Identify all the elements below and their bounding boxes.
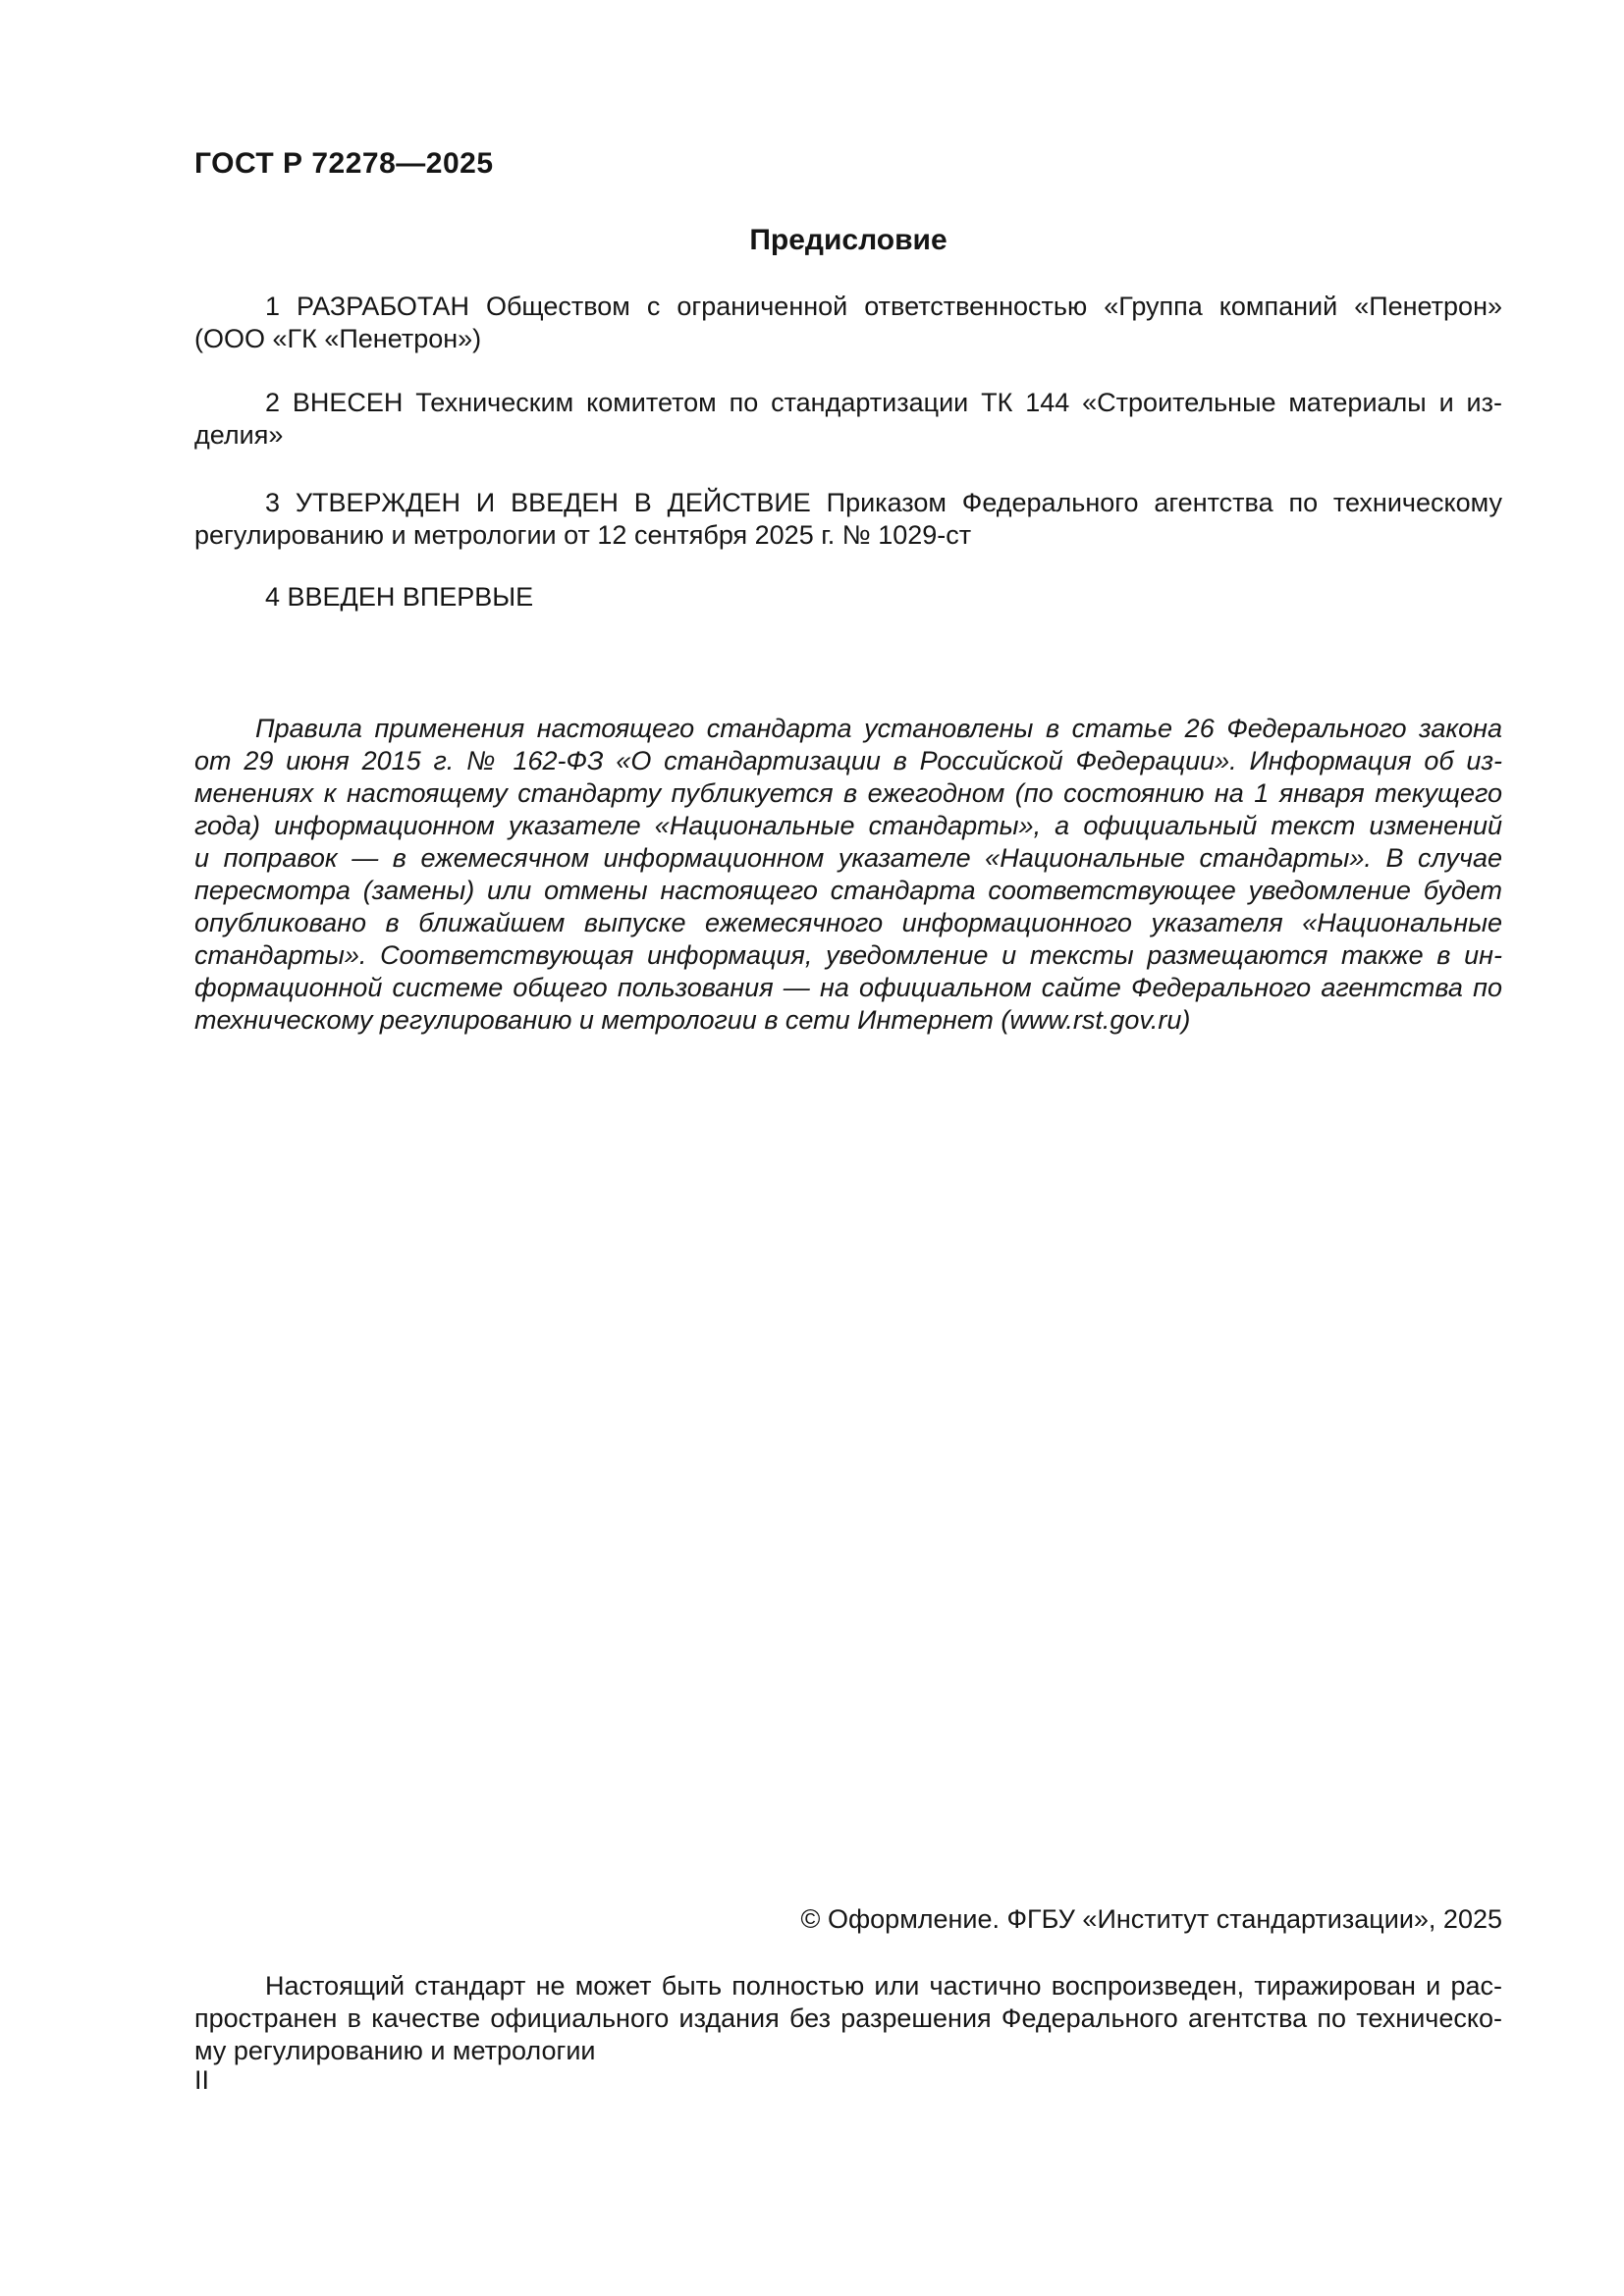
- foreword-item-approved: [194, 487, 1502, 552]
- page-title: Предисловие: [749, 224, 947, 256]
- text-line: Правила применения настоящего стандарта установлены в статье 26 Федерального закона: [255, 714, 1502, 743]
- text-line: регулированию и метрологии от 12 сентября 2025 г. № 1029-ст: [194, 520, 972, 550]
- text-line: менениях к настоящему стандарту публикуется в ежегодном (по состоянию на 1 января текущего: [194, 778, 1502, 808]
- application-rules-note: [194, 713, 1502, 1037]
- text-line: опубликовано в ближайшем выпуске ежемесячного информационного указателя «Национальные: [194, 908, 1502, 937]
- text-line: му регулированию и метрологии: [194, 2036, 596, 2065]
- text-line: (ООО «ГК «Пенетрон»): [194, 324, 482, 353]
- text-line: 2 ВНЕСЕН Техническим комитетом по стандартизации ТК 144 «Строительные материалы и из-: [265, 388, 1502, 417]
- page-number: II: [194, 2065, 210, 2095]
- reproduction-restriction-note: [194, 1970, 1502, 2067]
- text-line: и поправок — в ежемесячном информационном указателе «Национальные стандарты». В случае: [194, 843, 1502, 873]
- text-line: техническому регулированию и метрологии в сети Интернет (www.rst.gov.ru): [194, 1005, 1191, 1035]
- foreword-item-introduced: [194, 581, 1502, 614]
- text-line: Настоящий стандарт не может быть полностью или частично воспроизведен, тиражирован и рас-: [265, 1971, 1502, 2001]
- text-line: от 29 июня 2015 г. № 162-ФЗ «О стандартизации в Российской Федерации». Информация об из-: [194, 746, 1502, 775]
- text-line: формационной системе общего пользования — на официальном сайте Федерального агентства по: [194, 973, 1502, 1002]
- text-line: пространен в качестве официального издания без разрешения Федерального агентства по техническо-: [194, 2003, 1502, 2033]
- foreword-item-submitted: [194, 387, 1502, 452]
- text-line: 1 РАЗРАБОТАН Обществом с ограниченной ответственностью «Группа компаний «Пенетрон»: [265, 292, 1502, 321]
- text-line: пересмотра (замены) или отмены настоящего стандарта соответствующее уведомление будет: [194, 876, 1502, 905]
- copyright-notice: © Оформление. ФГБУ «Институт стандартизации», 2025: [800, 1904, 1502, 1934]
- standard-code-header: ГОСТ Р 72278—2025: [194, 147, 494, 180]
- text-line: 4 ВВЕДЕН ВПЕРВЫЕ: [265, 582, 534, 612]
- text-line: стандарты». Соответствующая информация, уведомление и тексты размещаются также в ин-: [194, 940, 1502, 970]
- text-line: 3 УТВЕРЖДЕН И ВВЕДЕН В ДЕЙСТВИЕ Приказом Федерального агентства по техническому: [265, 488, 1502, 517]
- foreword-item-developed: [194, 291, 1502, 355]
- text-line: делия»: [194, 420, 284, 450]
- text-line: года) информационном указателе «Национальные стандарты», а официальный текст изменений: [194, 811, 1502, 840]
